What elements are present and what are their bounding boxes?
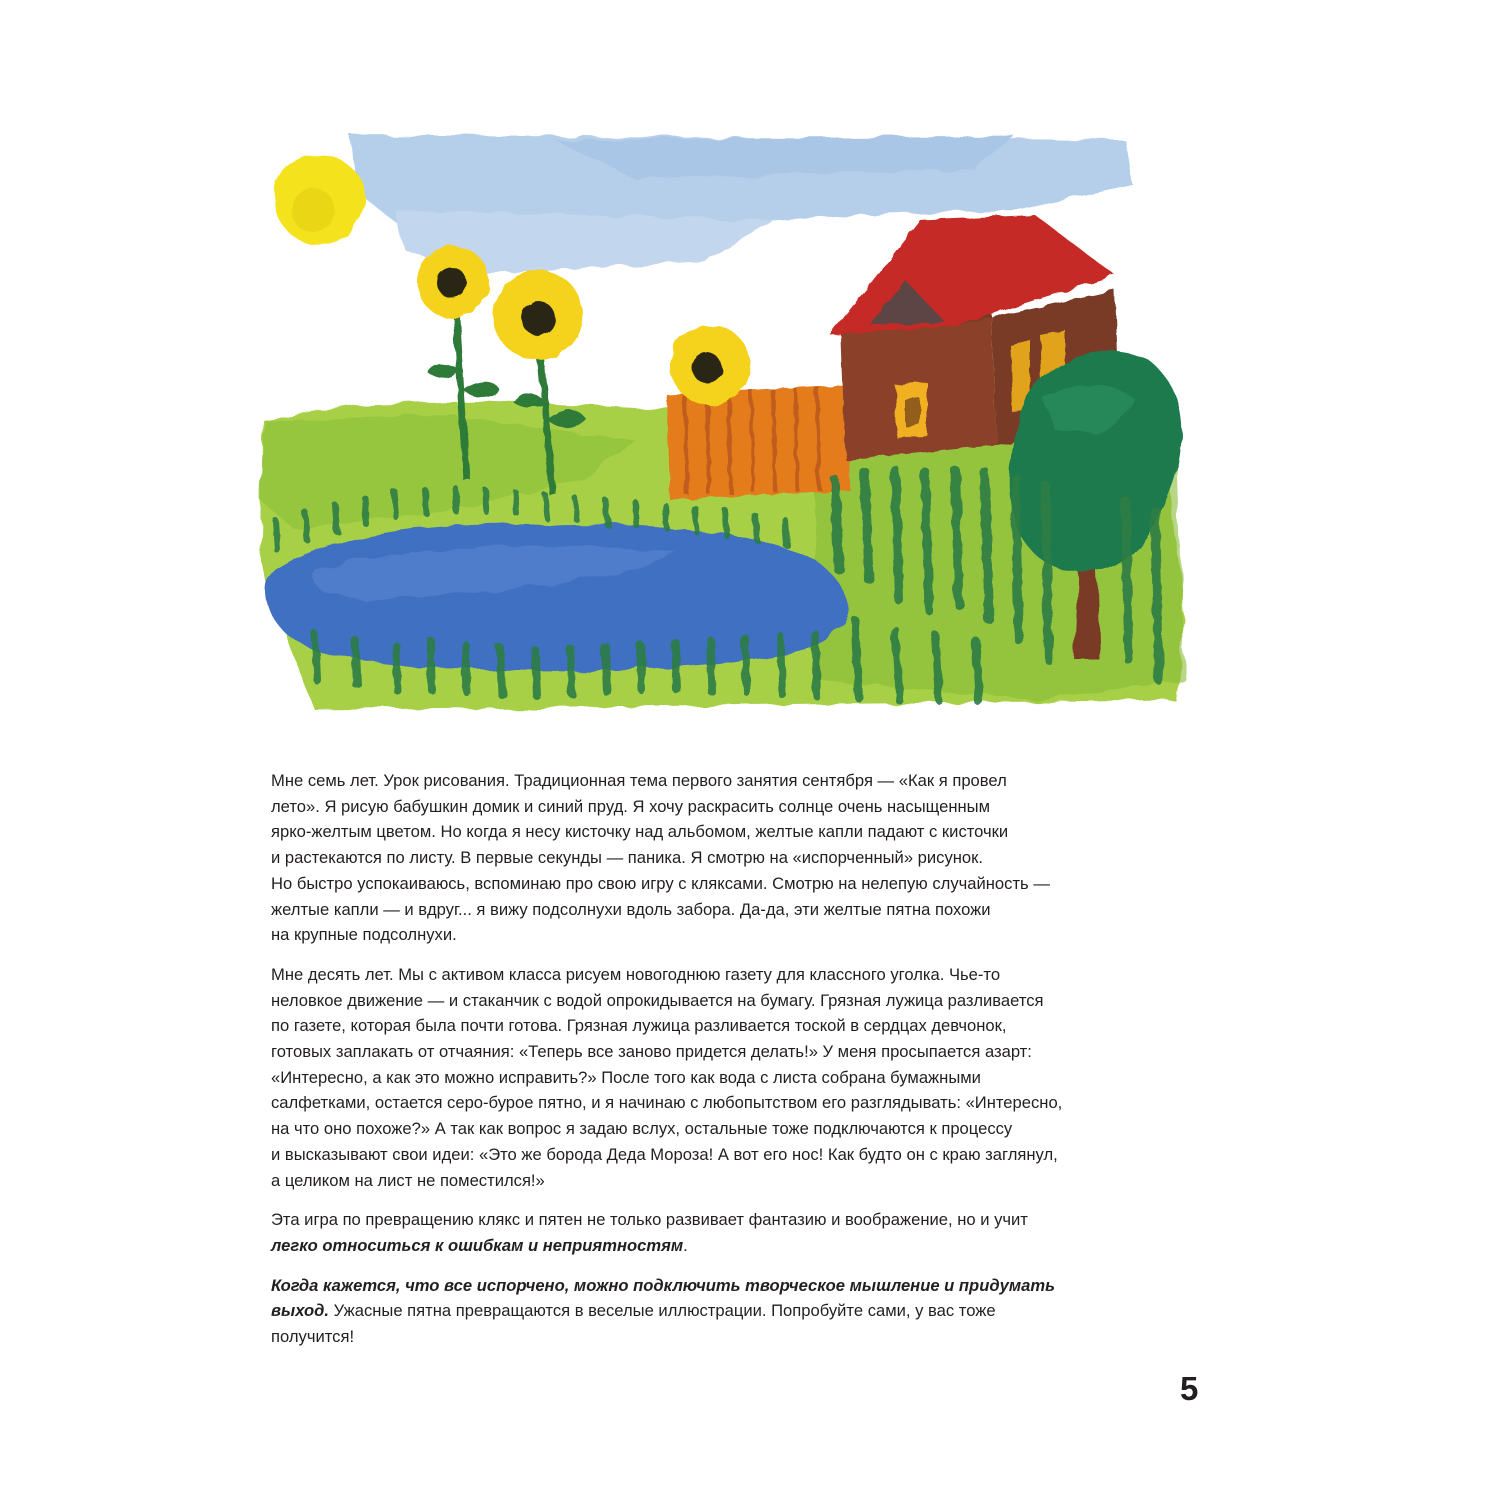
text-line: получится! bbox=[271, 1327, 355, 1347]
text-fragment: Ужасные пятна превращаются в веселые иллюстрации. Попробуйте сами, у вас тоже bbox=[329, 1301, 996, 1321]
emphasis-text: легко относиться к ошибкам и неприятностям bbox=[271, 1235, 684, 1255]
text-fragment: . bbox=[683, 1235, 688, 1255]
text-line: на крупные подсолнухи. bbox=[271, 925, 457, 945]
text-line bbox=[271, 1233, 1171, 1259]
sun bbox=[275, 155, 365, 245]
fence bbox=[667, 385, 850, 500]
text-line: готовых заплакать от отчаяния: «Теперь все заново придется делать!» У меня просыпается азарт: bbox=[271, 1042, 1032, 1062]
text-line: салфетками, остается серо-бурое пятно, и я начинаю с любопытством его разглядывать: «Интересно, bbox=[271, 1093, 1063, 1113]
text-line: «Интересно, а как это можно исправить?» После того как вода с листа собрана бумажными bbox=[271, 1067, 981, 1087]
paragraph-2 bbox=[271, 962, 1171, 1193]
text-line: и растекаются по листу. В первые секунды — паника. Я смотрю на «испорченный» рисунок. bbox=[271, 848, 984, 868]
emphasis-text: Когда кажется, что все испорчено, можно подключить творческое мышление и придумать bbox=[271, 1275, 1055, 1295]
watercolor-illustration bbox=[255, 100, 1190, 720]
text-line: и высказывают свои идеи: «Это же борода Деда Мороза! А вот его нос! Как будто он с краю заглянул, bbox=[271, 1144, 1058, 1164]
text-line bbox=[271, 1298, 1171, 1324]
text-line: Но быстро успокаиваюсь, вспоминаю про свою игру с кляксами. Смотрю на нелепую случайность — bbox=[271, 873, 1050, 893]
text-line: Мне десять лет. Мы с активом класса рисуем новогоднюю газету для классного уголка. Чье-то bbox=[271, 964, 1001, 984]
text-line: а целиком на лист не поместился!» bbox=[271, 1170, 545, 1190]
text-line: Эта игра по превращению клякс и пятен не только развивает фантазию и воображение, но и учит bbox=[271, 1210, 1028, 1230]
text-line: по газете, которая была почти готова. Грязная лужица разливается тоской в сердцах девчонок, bbox=[271, 1016, 1007, 1036]
sunflower-right bbox=[670, 325, 750, 405]
text-line: неловкое движение — и стаканчик с водой опрокидывается на бумагу. Грязная лужица разливается bbox=[271, 990, 1044, 1010]
paragraph-1 bbox=[271, 768, 1171, 948]
text-line: лето». Я рисую бабушкин домик и синий пруд. Я хочу раскрасить солнце очень насыщенным bbox=[271, 796, 990, 816]
text-line: ярко-желтым цветом. Но когда я несу кисточку над альбомом, желтые капли падают с кисточки bbox=[271, 822, 1009, 842]
text-line: желтые капли — и вдруг... я вижу подсолнухи вдоль забора. Да-да, эти желтые пятна похожи bbox=[271, 899, 991, 919]
paragraph-4 bbox=[271, 1273, 1171, 1350]
emphasis-text: выход. bbox=[271, 1301, 330, 1321]
article-text bbox=[271, 768, 1171, 1364]
page-number: 5 bbox=[1180, 1370, 1199, 1407]
text-line: Мне семь лет. Урок рисования. Традиционная тема первого занятия сентября — «Как я провел bbox=[271, 771, 1007, 790]
paragraph-3 bbox=[271, 1207, 1171, 1258]
text-line: на что оно похоже?» А так как вопрос я задаю вслух, остальные тоже подключаются к процессу bbox=[271, 1119, 1013, 1139]
